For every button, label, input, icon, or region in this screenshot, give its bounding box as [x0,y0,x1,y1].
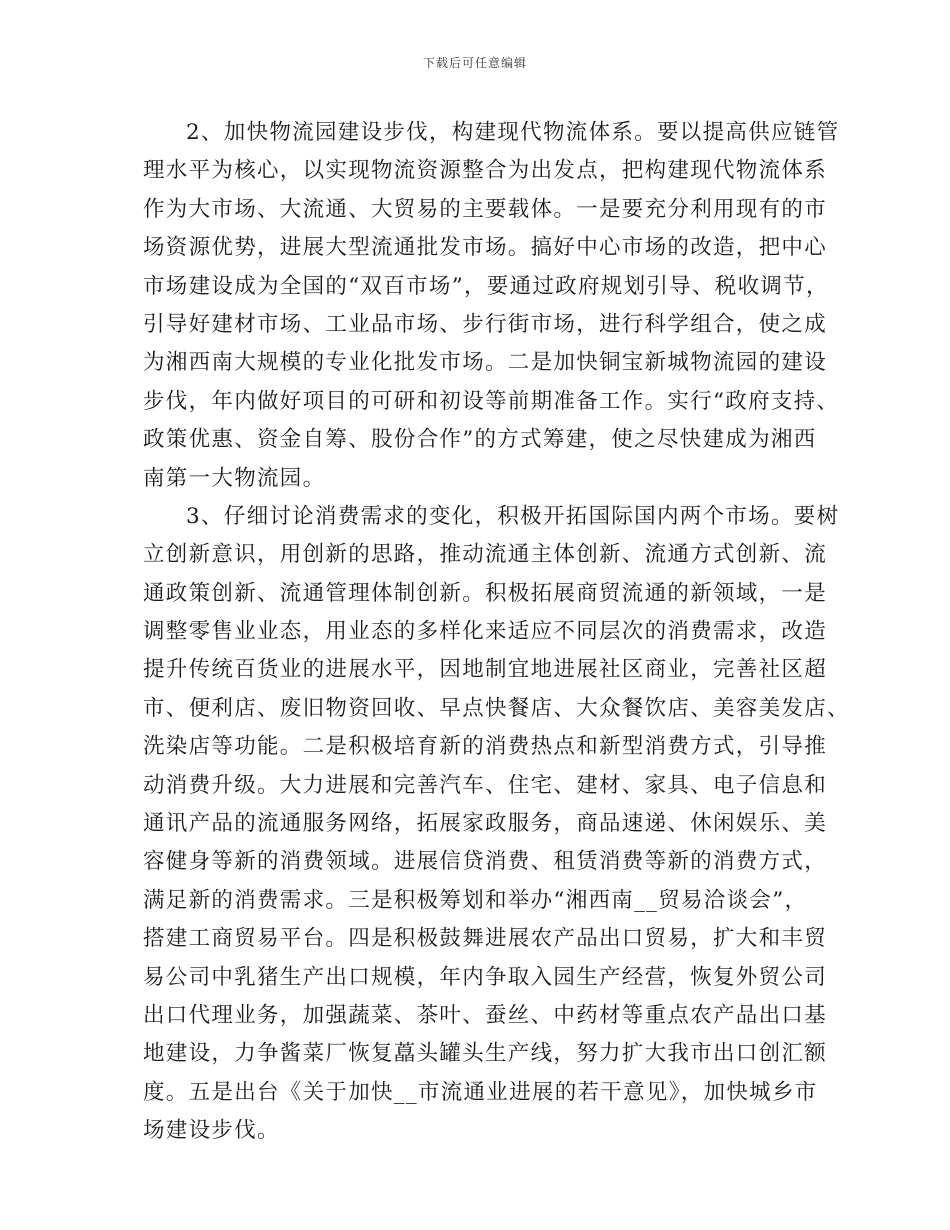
text-line: 满足新的消费需求。三是积极筹划和举办“湘西南__贸易洽谈会”， [143,887,808,913]
paragraph-consumer-demand [143,498,850,1151]
text-line: 市、便利店、废旧物资回收、早点快餐店、大众餐饮店、美容美发店、 [143,695,850,721]
page-header: 下载后可任意编辑 [422,56,527,70]
text-line: 洗染店等功能。二是积极培育新的消费热点和新型消费方式，引导推 [143,734,828,760]
text-line: 动消费升级。大力进展和完善汽车、住宅、建材、家具、电子信息和 [143,772,828,798]
text-line: 场建设步伐。 [143,1118,280,1144]
text-line: 政策优惠、资金自筹、股份合作”的方式筹建，使之尽快建成为湘西 [143,427,817,453]
text-line: 出口代理业务，加强蔬菜、茶叶、蚕丝、中药材等重点农产品出口基 [143,1002,828,1028]
document-body [143,114,850,1151]
paragraph-logistics-park [143,114,840,498]
text-line: 通讯产品的流通服务网络，拓展家政服务，商品速递、休闲娱乐、美 [143,811,828,837]
text-line: 容健身等新的消费领域。进展信贷消费、租赁消费等新的消费方式， [143,849,828,875]
text-line: 度。五是出台《关于加快__市流通业进展的若干意见》，加快城乡市 [143,1079,818,1105]
text-line: 市场建设成为全国的“双百市场”，要通过政府规划引导、税收调节， [143,273,829,299]
text-line: 搭建工商贸易平台。四是积极鼓舞进展农产品出口贸易，扩大和丰贸 [143,926,828,952]
text-line: 作为大市场、大流通、大贸易的主要载体。一是要充分利用现有的市 [143,196,828,222]
text-line: 2、加快物流园建设步伐，构建现代物流体系。要以提高供应链管 [186,120,840,145]
text-line: 南第一大物流园。 [143,465,326,491]
text-line: 理水平为核心，以实现物流资源整合为出发点，把构建现代物流体系 [143,158,828,184]
text-line: 提升传统百货业的进展水平，因地制宜地进展社区商业，完善社区超 [143,657,828,683]
text-line: 引导好建材市场、工业品市场、步行街市场，进行科学组合，使之成 [143,311,828,337]
text-line: 3、仔细讨论消费需求的变化，积极开拓国际国内两个市场。要树 [186,503,840,529]
text-line: 易公司中乳猪生产出口规模，年内争取入园生产经营，恢复外贸公司 [143,964,828,990]
text-line: 为湘西南大规模的专业化批发市场。二是加快铜宝新城物流园的建设 [143,350,828,376]
text-line: 调整零售业业态，用业态的多样化来适应不同层次的消费需求，改造 [143,619,828,645]
text-line: 立创新意识，用创新的思路，推动流通主体创新、流通方式创新、流 [143,542,828,568]
text-line: 通政策创新、流通管理体制创新。积极拓展商贸流通的新领域，一是 [143,580,828,606]
text-line: 场资源优势，进展大型流通批发市场。搞好中心市场的改造，把中心 [143,235,828,261]
text-line: 地建设，力争酱菜厂恢复藠头罐头生产线，努力扩大我市出口创汇额 [143,1041,828,1067]
text-line: 步伐，年内做好项目的可研和初设等前期准备工作。实行“政府支持、 [143,388,840,414]
